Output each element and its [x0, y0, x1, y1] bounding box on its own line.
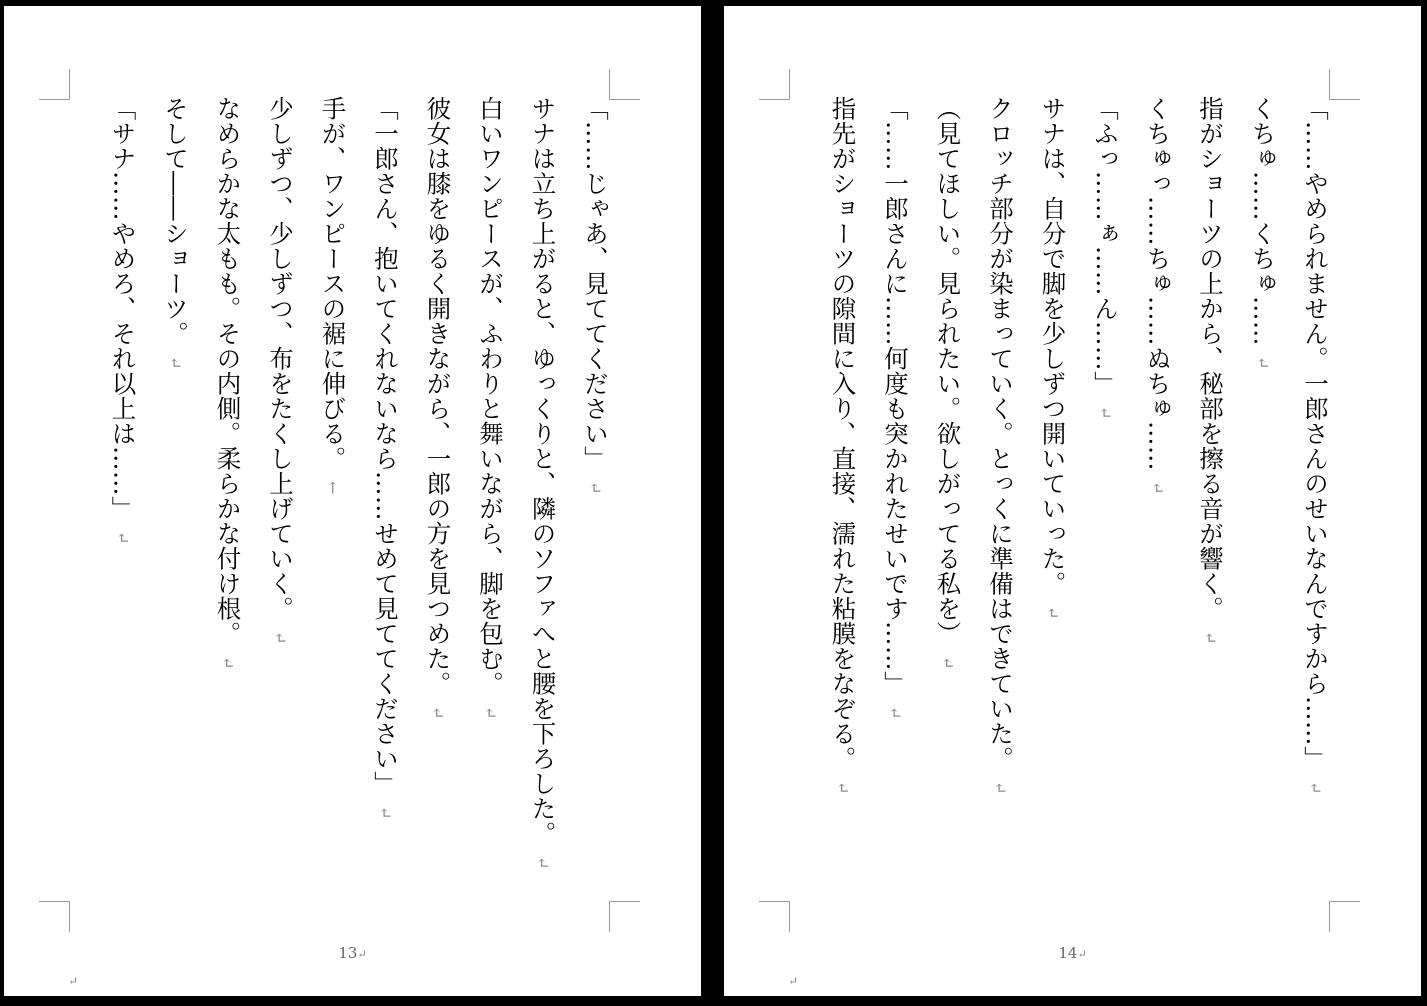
paragraph-mark-icon: ↵	[1043, 606, 1063, 620]
text-line[interactable]: そして――ショーツ。↵	[149, 96, 202, 896]
vertical-text-body[interactable]	[96, 96, 621, 896]
text-line[interactable]: 「サナ……やめろ、それ以上は……」↵	[96, 96, 149, 896]
text-line[interactable]: 手が、ワンピースの裾に伸びる。←	[306, 96, 359, 896]
paragraph-mark-icon: ↵	[113, 531, 133, 545]
text-line[interactable]: 「……じゃあ、見ててください」↵	[569, 96, 622, 896]
paragraph-mark-icon: ↵	[533, 856, 553, 870]
paragraph-mark-icon: ↵	[833, 781, 853, 795]
paragraph-mark-icon: ↵	[1077, 948, 1087, 961]
crop-mark-bottom-left	[759, 901, 790, 932]
crop-mark-top-left	[759, 69, 790, 100]
paragraph-mark-icon: ↵	[1253, 356, 1273, 370]
paragraph-mark-icon: ↵	[586, 481, 605, 495]
vertical-text-body[interactable]	[816, 96, 1341, 896]
text-line[interactable]: くちゅっ……ちゅ……ぬちゅ……↵	[1131, 96, 1184, 896]
text-line[interactable]: 「……一郎さんに……何度も突かれたせいです……」↵	[869, 96, 922, 896]
text-line[interactable]: 彼女は膝をゆるく開きながら、一郎の方を見つめた。↵	[411, 96, 464, 896]
text-line[interactable]: 指がショーツの上から、秘部を擦る音が響く。↵	[1184, 96, 1237, 896]
paragraph-mark-icon: ↵	[271, 631, 290, 645]
text-line[interactable]: 少しずつ、少しずつ、布をたくし上げていく。↵	[254, 96, 307, 896]
paragraph-mark-icon: ↵	[357, 948, 367, 961]
paragraph-mark-icon: ↵	[938, 656, 958, 670]
text-line[interactable]: 「ふっ……ぁ……ん……」↵	[1079, 96, 1132, 896]
crop-mark-bottom-right	[609, 901, 640, 932]
text-line[interactable]: なめらかな太もも。その内側。柔らかな付け根。↵	[201, 96, 254, 896]
paragraph-mark-icon: ↵	[481, 706, 500, 720]
text-line[interactable]: クロッチ部分が染まっていく。とっくに準備はできていた。↵	[974, 96, 1027, 896]
paragraph-mark-icon: ↵	[1201, 631, 1220, 645]
paragraph-mark-icon: ↵	[788, 974, 799, 988]
text-line[interactable]: くちゅ……くちゅ……↵	[1236, 96, 1289, 896]
text-line[interactable]: 「……やめられません。一郎さんのせいなんですから……」↵	[1289, 96, 1342, 896]
text-line[interactable]: （見てほしい。見られたい。欲しがってる私を）↵	[921, 96, 974, 896]
paragraph-mark-icon: ↵	[218, 656, 238, 670]
document-page-13[interactable]	[4, 6, 701, 996]
text-line[interactable]: サナは、自分で脚を少しずつ開いていった。↵	[1026, 96, 1079, 896]
text-line[interactable]: 白いワンピースが、ふわりと舞いながら、脚を包む。↵	[464, 96, 517, 896]
paragraph-mark-icon: ↵	[68, 974, 79, 988]
crop-mark-bottom-left	[39, 901, 70, 932]
page-number: 13↵	[338, 944, 367, 962]
paragraph-mark-icon: ↵	[1306, 781, 1325, 795]
paragraph-mark-icon: ↵	[376, 806, 395, 820]
crop-mark-bottom-right	[1329, 901, 1360, 932]
document-page-14[interactable]	[724, 6, 1421, 996]
paragraph-mark-icon: ↵	[991, 781, 1010, 795]
paragraph-mark-icon: ↵	[428, 706, 448, 720]
text-line[interactable]: 「一郎さん、抱いてくれないなら……せめて見ててください」↵	[359, 96, 412, 896]
paragraph-mark-icon: ↵	[886, 706, 905, 720]
text-line[interactable]: 指先がショーツの隙間に入り、直接、濡れた粘膜をなぞる。↵	[816, 96, 869, 896]
paragraph-mark-icon: ↵	[166, 356, 185, 370]
text-line[interactable]: サナは立ち上がると、ゆっくりと、隣のソファへと腰を下ろした。↵	[516, 96, 569, 896]
paragraph-mark-icon: ↵	[1096, 406, 1115, 420]
line-break-mark-icon: ←	[323, 481, 343, 495]
paragraph-mark-icon: ↵	[1148, 481, 1168, 495]
crop-mark-top-left	[39, 69, 70, 100]
page-number: 14↵	[1058, 944, 1087, 962]
